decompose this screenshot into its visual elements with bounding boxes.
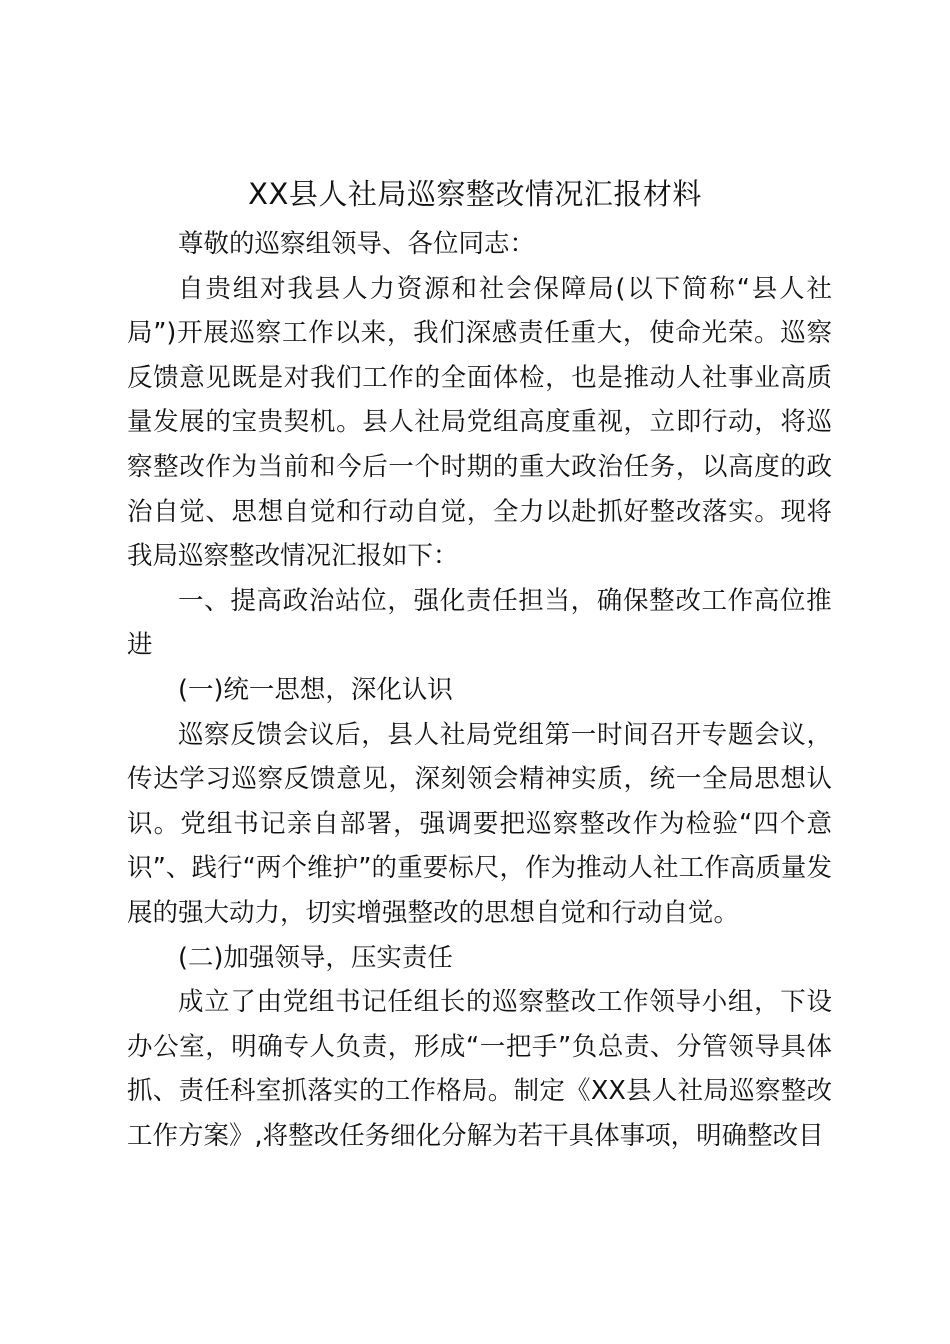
document-body	[127, 222, 832, 1158]
section-1-heading: 一、提高政治站位，强化责任担当，确保整改工作高位推进	[127, 585, 832, 661]
subsection-1-heading: (一)统一思想，深化认识	[178, 674, 453, 705]
subsection-2-heading: (二)加强领导，压实责任	[178, 942, 453, 973]
salutation: 尊敬的巡察组领导、各位同志：	[178, 229, 536, 259]
document-title: XX县人社局巡察整改情况汇报材料	[248, 177, 702, 211]
subsection-1-paragraph: 巡察反馈会议后，县人社局党组第一时间召开专题会议，传达学习巡察反馈意见，深刻领会精神实质，统一全局思想认识。党组书记亲自部署，强调要把巡察整改作为检验“四个意识”、践行“两个维护”的重要标尺，作为推动人社工作高质量发展的强大动力，切实增强整改的思想自觉和行动自觉。	[127, 719, 832, 928]
subsection-2-paragraph: 成立了由党组书记任组长的巡察整改工作领导小组，下设办公室，明确专人负责，形成“一把手”负总责、分管领导具体抓、责任科室抓落实的工作格局。制定《XX县人社局巡察整改工作方案》,将整改任务细化分解为若干具体事项，明确整改目	[127, 987, 832, 1151]
intro-paragraph: 自贵组对我县人力资源和社会保障局(以下简称“县人社局”)开展巡察工作以来，我们深感责任重大，使命光荣。巡察反馈意见既是对我们工作的全面体检，也是推动人社事业高质量发展的宝贵契机。县人社局党组高度重视，立即行动，将巡察整改作为当前和今后一个时期的重大政治任务，以高度的政治自觉、思想自觉和行动自觉，全力以赴抓好整改落实。现将我局巡察整改情况汇报如下：	[127, 273, 832, 572]
